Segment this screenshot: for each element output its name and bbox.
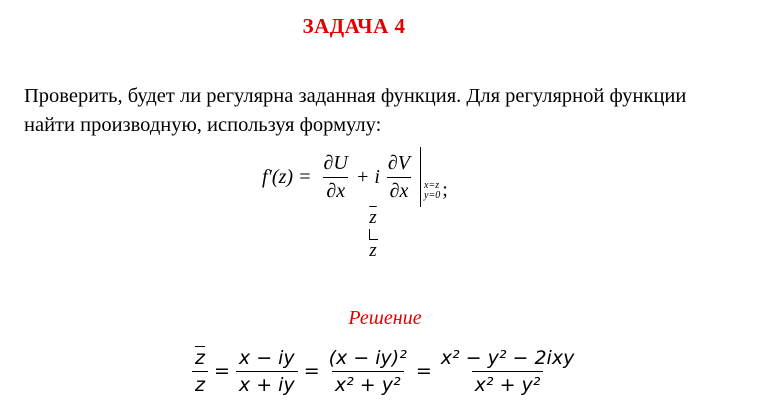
task-statement xyxy=(24,82,744,140)
semicolon: ; xyxy=(442,179,448,201)
fraction-numerator: x − iy xyxy=(238,346,295,369)
condition-x: x=z xyxy=(424,180,440,191)
fraction-numerator: ∂V xyxy=(387,151,411,174)
task-title: ЗАДАЧА 4 xyxy=(302,14,406,38)
function-denominator: z xyxy=(369,240,377,261)
fraction-expanded-form xyxy=(438,347,578,396)
solution-heading: Решение xyxy=(348,307,422,329)
partial-v-fraction xyxy=(385,152,413,203)
evaluation-conditions xyxy=(424,181,440,207)
equals-sign: = xyxy=(303,360,320,382)
fraction-numerator: (x − iy)² xyxy=(328,346,407,369)
fraction-denominator: x² + y² xyxy=(472,371,544,396)
fraction-zbar-z xyxy=(192,347,208,396)
function-numerator: $\overline{z}$ xyxy=(369,207,377,228)
fraction-denominator: z xyxy=(192,371,208,396)
condition-y: y=0 xyxy=(424,190,441,201)
evaluation-bar xyxy=(420,147,440,207)
fraction-conjugate-form xyxy=(236,347,298,396)
fraction-denominator: x² + y² xyxy=(332,371,404,396)
fraction-numerator: x² − y² − 2ixy xyxy=(440,346,575,369)
fraction-denominator: x + iy xyxy=(236,371,298,396)
partial-u-fraction xyxy=(321,152,351,203)
fraction-bar xyxy=(369,229,378,240)
formula-lhs: f′(z) = xyxy=(262,165,312,188)
statement-line-1: Проверить, будет ли регулярна заданная функция. Для регулярной функции xyxy=(24,85,687,107)
fraction-numerator: ∂U xyxy=(323,151,348,174)
equals-sign: = xyxy=(415,360,432,382)
derivative-formula xyxy=(262,144,448,210)
function-expression xyxy=(360,207,386,262)
fraction-squared-form xyxy=(326,347,410,396)
statement-line-2: найти производную, используя формулу: xyxy=(24,114,382,136)
equals-sign: = xyxy=(213,360,230,382)
plus-i: + i xyxy=(355,165,380,188)
solution-equation xyxy=(188,342,581,400)
fraction-denominator: ∂x xyxy=(323,177,348,203)
fraction-numerator: $\overline{z}$ xyxy=(195,346,205,369)
fraction-denominator: ∂x xyxy=(387,177,412,203)
